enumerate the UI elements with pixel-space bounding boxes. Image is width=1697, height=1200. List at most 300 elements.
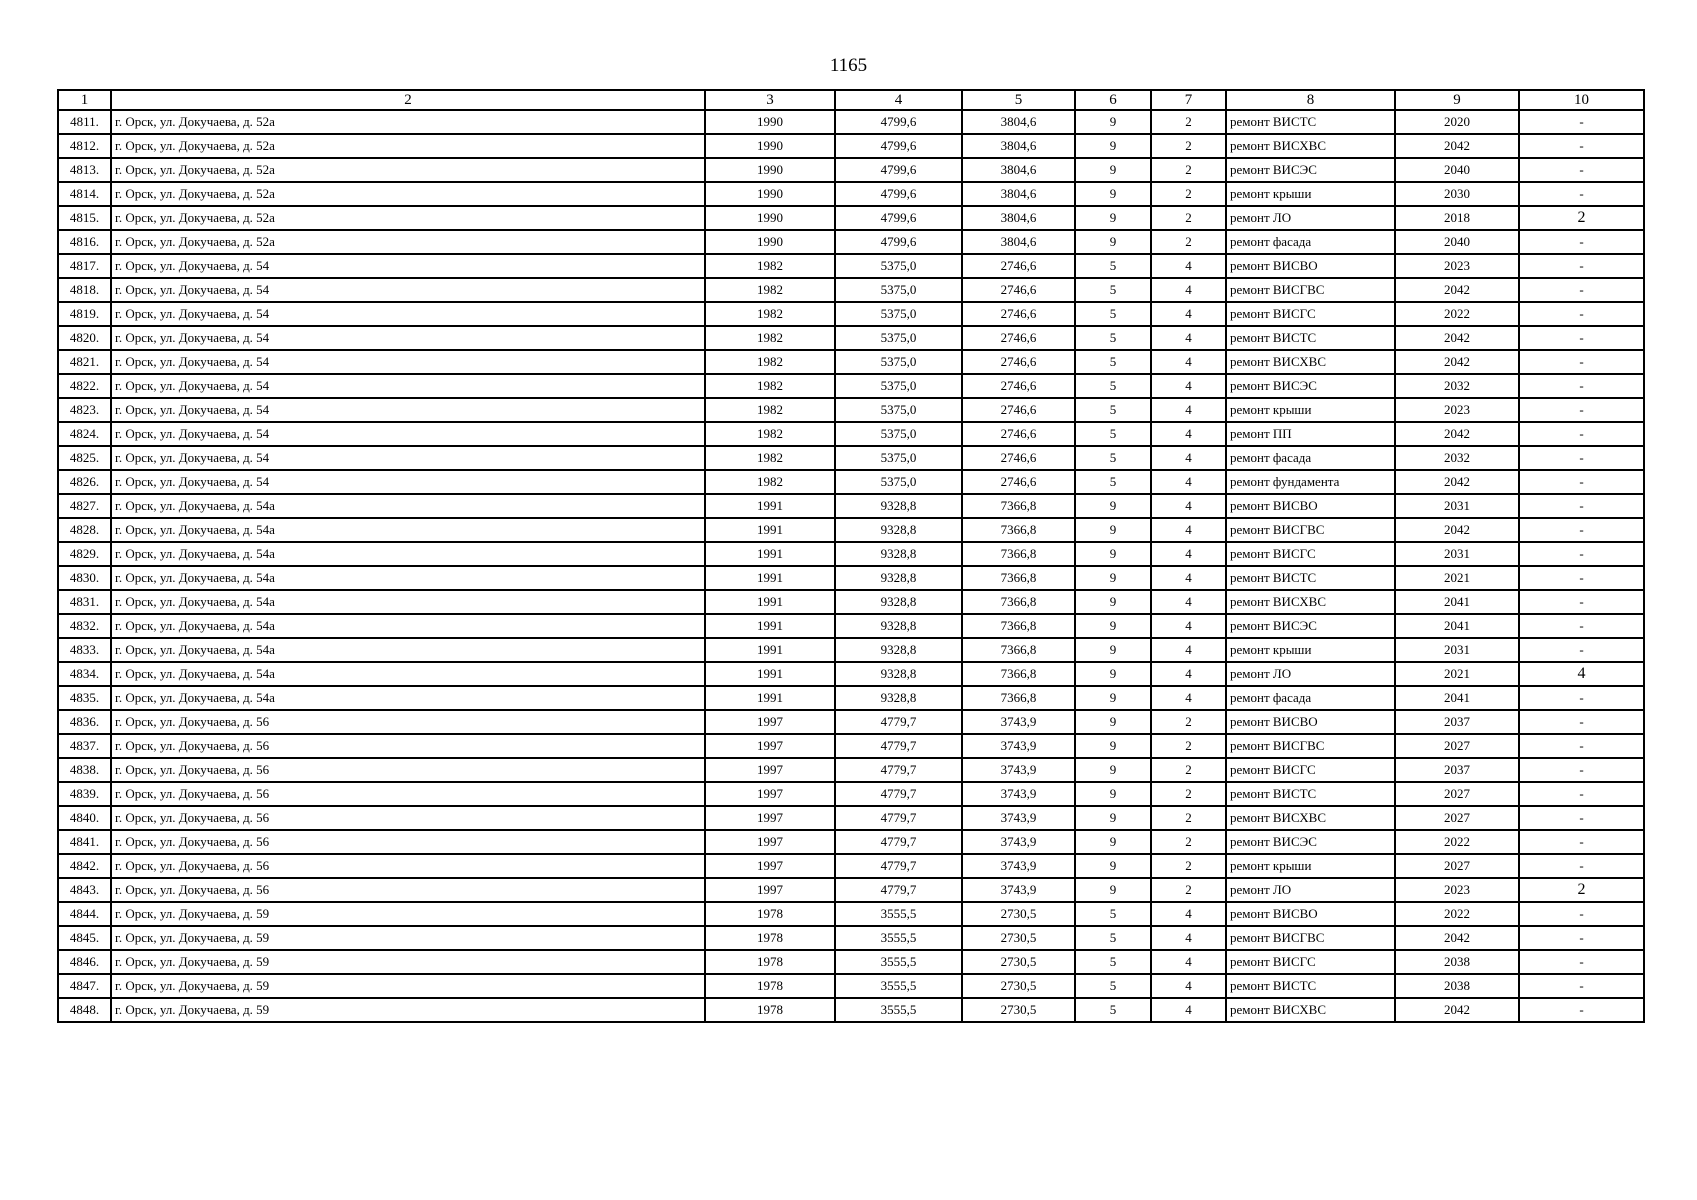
floors-cell: 9: [1075, 566, 1151, 590]
year-cell: 1982: [705, 422, 835, 446]
table-row: [58, 110, 1644, 134]
entrances-cell: 4: [1151, 638, 1226, 662]
floors-cell: 9: [1075, 518, 1151, 542]
living-area-cell: 2746,6: [962, 326, 1075, 350]
work-type-cell: ремонт крыши: [1226, 182, 1395, 206]
row-number-cell: 4818.: [58, 278, 111, 302]
total-area-cell: 9328,8: [835, 542, 962, 566]
floors-cell: 9: [1075, 782, 1151, 806]
floors-cell: 5: [1075, 902, 1151, 926]
living-area-cell: 7366,8: [962, 638, 1075, 662]
total-area-cell: 3555,5: [835, 902, 962, 926]
total-area-cell: 5375,0: [835, 470, 962, 494]
table-row: [58, 806, 1644, 830]
year-cell: 1991: [705, 590, 835, 614]
year-cell: 1990: [705, 182, 835, 206]
floors-cell: 9: [1075, 662, 1151, 686]
units-cell: -: [1519, 158, 1644, 182]
entrances-cell: 2: [1151, 806, 1226, 830]
total-area-cell: 9328,8: [835, 518, 962, 542]
living-area-cell: 7366,8: [962, 518, 1075, 542]
row-number-cell: 4820.: [58, 326, 111, 350]
year-cell: 1982: [705, 470, 835, 494]
total-area-cell: 5375,0: [835, 422, 962, 446]
total-area-cell: 9328,8: [835, 590, 962, 614]
living-area-cell: 3804,6: [962, 134, 1075, 158]
work-type-cell: ремонт ВИСГВС: [1226, 926, 1395, 950]
entrances-cell: 4: [1151, 494, 1226, 518]
units-cell: -: [1519, 782, 1644, 806]
total-area-cell: 4799,6: [835, 206, 962, 230]
units-cell: 2: [1519, 206, 1644, 230]
year-cell: 1978: [705, 926, 835, 950]
address-cell: г. Орск, ул. Докучаева, д. 56: [111, 710, 705, 734]
table-row: [58, 614, 1644, 638]
entrances-cell: 2: [1151, 878, 1226, 902]
plan-year-cell: 2042: [1395, 518, 1519, 542]
floors-cell: 9: [1075, 494, 1151, 518]
year-cell: 1997: [705, 734, 835, 758]
table-row: [58, 950, 1644, 974]
row-number-cell: 4838.: [58, 758, 111, 782]
total-area-cell: 4799,6: [835, 134, 962, 158]
address-cell: г. Орск, ул. Докучаева, д. 56: [111, 734, 705, 758]
plan-year-cell: 2040: [1395, 158, 1519, 182]
address-cell: г. Орск, ул. Докучаева, д. 56: [111, 830, 705, 854]
table-row: [58, 254, 1644, 278]
units-cell: -: [1519, 830, 1644, 854]
living-area-cell: 3743,9: [962, 878, 1075, 902]
total-area-cell: 5375,0: [835, 326, 962, 350]
living-area-cell: 7366,8: [962, 686, 1075, 710]
plan-year-cell: 2027: [1395, 734, 1519, 758]
living-area-cell: 2730,5: [962, 998, 1075, 1022]
plan-year-cell: 2022: [1395, 302, 1519, 326]
address-cell: г. Орск, ул. Докучаева, д. 56: [111, 854, 705, 878]
plan-year-cell: 2037: [1395, 758, 1519, 782]
work-type-cell: ремонт фасада: [1226, 686, 1395, 710]
entrances-cell: 4: [1151, 950, 1226, 974]
year-cell: 1982: [705, 398, 835, 422]
address-cell: г. Орск, ул. Докучаева, д. 59: [111, 950, 705, 974]
plan-year-cell: 2042: [1395, 134, 1519, 158]
table-row: [58, 878, 1644, 902]
work-type-cell: ремонт крыши: [1226, 398, 1395, 422]
address-cell: г. Орск, ул. Докучаева, д. 54: [111, 422, 705, 446]
units-cell: -: [1519, 134, 1644, 158]
table-row: [58, 566, 1644, 590]
living-area-cell: 3804,6: [962, 206, 1075, 230]
table-row: [58, 278, 1644, 302]
units-cell: -: [1519, 566, 1644, 590]
entrances-cell: 2: [1151, 134, 1226, 158]
table-row: [58, 494, 1644, 518]
total-area-cell: 3555,5: [835, 998, 962, 1022]
entrances-cell: 4: [1151, 278, 1226, 302]
year-cell: 1982: [705, 446, 835, 470]
work-type-cell: ремонт ЛО: [1226, 206, 1395, 230]
units-cell: 4: [1519, 662, 1644, 686]
total-area-cell: 5375,0: [835, 350, 962, 374]
total-area-cell: 4779,7: [835, 878, 962, 902]
living-area-cell: 7366,8: [962, 494, 1075, 518]
row-number-cell: 4814.: [58, 182, 111, 206]
living-area-cell: 3743,9: [962, 734, 1075, 758]
floors-cell: 5: [1075, 446, 1151, 470]
address-cell: г. Орск, ул. Докучаева, д. 54: [111, 470, 705, 494]
plan-year-cell: 2023: [1395, 398, 1519, 422]
address-cell: г. Орск, ул. Докучаева, д. 54а: [111, 518, 705, 542]
year-cell: 1990: [705, 110, 835, 134]
entrances-cell: 2: [1151, 710, 1226, 734]
floors-cell: 9: [1075, 158, 1151, 182]
header-cell: 7: [1151, 90, 1226, 110]
plan-year-cell: 2042: [1395, 998, 1519, 1022]
total-area-cell: 5375,0: [835, 374, 962, 398]
living-area-cell: 7366,8: [962, 614, 1075, 638]
row-number-cell: 4815.: [58, 206, 111, 230]
table-row: [58, 902, 1644, 926]
year-cell: 1982: [705, 326, 835, 350]
row-number-cell: 4828.: [58, 518, 111, 542]
living-area-cell: 3804,6: [962, 110, 1075, 134]
units-cell: -: [1519, 686, 1644, 710]
header-cell: 9: [1395, 90, 1519, 110]
table-row: [58, 158, 1644, 182]
units-cell: -: [1519, 590, 1644, 614]
floors-cell: 9: [1075, 110, 1151, 134]
work-type-cell: ремонт ВИСГС: [1226, 302, 1395, 326]
address-cell: г. Орск, ул. Докучаева, д. 54: [111, 374, 705, 398]
table-row: [58, 734, 1644, 758]
table-row: [58, 542, 1644, 566]
year-cell: 1991: [705, 686, 835, 710]
work-type-cell: ремонт ВИСХВС: [1226, 350, 1395, 374]
address-cell: г. Орск, ул. Докучаева, д. 54а: [111, 638, 705, 662]
entrances-cell: 4: [1151, 398, 1226, 422]
total-area-cell: 4779,7: [835, 734, 962, 758]
row-number-cell: 4825.: [58, 446, 111, 470]
table-row: [58, 470, 1644, 494]
work-type-cell: ремонт ВИСГВС: [1226, 278, 1395, 302]
floors-cell: 5: [1075, 302, 1151, 326]
address-cell: г. Орск, ул. Докучаева, д. 54а: [111, 566, 705, 590]
plan-year-cell: 2042: [1395, 350, 1519, 374]
units-cell: -: [1519, 110, 1644, 134]
year-cell: 1997: [705, 806, 835, 830]
row-number-cell: 4839.: [58, 782, 111, 806]
row-number-cell: 4822.: [58, 374, 111, 398]
entrances-cell: 2: [1151, 110, 1226, 134]
living-area-cell: 3743,9: [962, 758, 1075, 782]
total-area-cell: 9328,8: [835, 614, 962, 638]
work-type-cell: ремонт ЛО: [1226, 662, 1395, 686]
year-cell: 1991: [705, 614, 835, 638]
work-type-cell: ремонт ВИСХВС: [1226, 998, 1395, 1022]
units-cell: -: [1519, 806, 1644, 830]
living-area-cell: 2746,6: [962, 278, 1075, 302]
address-cell: г. Орск, ул. Докучаева, д. 52а: [111, 230, 705, 254]
table-row: [58, 854, 1644, 878]
header-cell: 10: [1519, 90, 1644, 110]
entrances-cell: 2: [1151, 734, 1226, 758]
entrances-cell: 4: [1151, 662, 1226, 686]
plan-year-cell: 2030: [1395, 182, 1519, 206]
row-number-cell: 4836.: [58, 710, 111, 734]
header-row: [58, 90, 1644, 110]
units-cell: -: [1519, 902, 1644, 926]
table-row: [58, 182, 1644, 206]
plan-year-cell: 2023: [1395, 878, 1519, 902]
address-cell: г. Орск, ул. Докучаева, д. 52а: [111, 134, 705, 158]
living-area-cell: 7366,8: [962, 662, 1075, 686]
plan-year-cell: 2031: [1395, 638, 1519, 662]
total-area-cell: 3555,5: [835, 926, 962, 950]
address-cell: г. Орск, ул. Докучаева, д. 54: [111, 446, 705, 470]
units-cell: -: [1519, 854, 1644, 878]
living-area-cell: 2730,5: [962, 902, 1075, 926]
table-row: [58, 758, 1644, 782]
year-cell: 1978: [705, 974, 835, 998]
floors-cell: 9: [1075, 590, 1151, 614]
year-cell: 1978: [705, 902, 835, 926]
plan-year-cell: 2031: [1395, 494, 1519, 518]
plan-year-cell: 2027: [1395, 854, 1519, 878]
entrances-cell: 4: [1151, 446, 1226, 470]
floors-cell: 5: [1075, 278, 1151, 302]
work-type-cell: ремонт ВИСТС: [1226, 782, 1395, 806]
entrances-cell: 2: [1151, 230, 1226, 254]
year-cell: 1991: [705, 566, 835, 590]
row-number-cell: 4831.: [58, 590, 111, 614]
entrances-cell: 4: [1151, 326, 1226, 350]
table-row: [58, 398, 1644, 422]
work-type-cell: ремонт ВИСЭС: [1226, 158, 1395, 182]
total-area-cell: 4799,6: [835, 158, 962, 182]
row-number-cell: 4824.: [58, 422, 111, 446]
living-area-cell: 2730,5: [962, 926, 1075, 950]
year-cell: 1990: [705, 230, 835, 254]
living-area-cell: 7366,8: [962, 590, 1075, 614]
address-cell: г. Орск, ул. Докучаева, д. 54а: [111, 590, 705, 614]
plan-year-cell: 2021: [1395, 566, 1519, 590]
work-type-cell: ремонт ВИСЭС: [1226, 830, 1395, 854]
total-area-cell: 4799,6: [835, 110, 962, 134]
work-type-cell: ремонт ВИСТС: [1226, 326, 1395, 350]
units-cell: -: [1519, 326, 1644, 350]
floors-cell: 9: [1075, 638, 1151, 662]
entrances-cell: 2: [1151, 782, 1226, 806]
address-cell: г. Орск, ул. Докучаева, д. 56: [111, 782, 705, 806]
table-row: [58, 422, 1644, 446]
floors-cell: 5: [1075, 350, 1151, 374]
living-area-cell: 3804,6: [962, 230, 1075, 254]
total-area-cell: 9328,8: [835, 686, 962, 710]
units-cell: -: [1519, 350, 1644, 374]
address-cell: г. Орск, ул. Докучаева, д. 59: [111, 902, 705, 926]
address-cell: г. Орск, ул. Докучаева, д. 59: [111, 998, 705, 1022]
living-area-cell: 3743,9: [962, 710, 1075, 734]
work-type-cell: ремонт ВИСЭС: [1226, 614, 1395, 638]
units-cell: -: [1519, 542, 1644, 566]
entrances-cell: 4: [1151, 686, 1226, 710]
units-cell: -: [1519, 710, 1644, 734]
year-cell: 1982: [705, 278, 835, 302]
living-area-cell: 2746,6: [962, 350, 1075, 374]
total-area-cell: 9328,8: [835, 566, 962, 590]
total-area-cell: 4779,7: [835, 830, 962, 854]
table-row: [58, 206, 1644, 230]
row-number-cell: 4829.: [58, 542, 111, 566]
year-cell: 1991: [705, 638, 835, 662]
total-area-cell: 9328,8: [835, 638, 962, 662]
entrances-cell: 4: [1151, 518, 1226, 542]
table-row: [58, 998, 1644, 1022]
work-type-cell: ремонт ВИСХВС: [1226, 134, 1395, 158]
floors-cell: 9: [1075, 830, 1151, 854]
floors-cell: 5: [1075, 326, 1151, 350]
year-cell: 1997: [705, 758, 835, 782]
units-cell: -: [1519, 374, 1644, 398]
row-number-cell: 4847.: [58, 974, 111, 998]
year-cell: 1982: [705, 302, 835, 326]
entrances-cell: 4: [1151, 614, 1226, 638]
plan-year-cell: 2041: [1395, 590, 1519, 614]
year-cell: 1990: [705, 206, 835, 230]
living-area-cell: 3743,9: [962, 854, 1075, 878]
work-type-cell: ремонт крыши: [1226, 638, 1395, 662]
total-area-cell: 5375,0: [835, 302, 962, 326]
table-row: [58, 590, 1644, 614]
living-area-cell: 3804,6: [962, 158, 1075, 182]
units-cell: 2: [1519, 878, 1644, 902]
address-cell: г. Орск, ул. Докучаева, д. 59: [111, 974, 705, 998]
year-cell: 1997: [705, 782, 835, 806]
address-cell: г. Орск, ул. Докучаева, д. 54: [111, 278, 705, 302]
row-number-cell: 4848.: [58, 998, 111, 1022]
plan-year-cell: 2027: [1395, 782, 1519, 806]
units-cell: -: [1519, 758, 1644, 782]
floors-cell: 5: [1075, 398, 1151, 422]
table-row: [58, 446, 1644, 470]
table-row: [58, 326, 1644, 350]
row-number-cell: 4813.: [58, 158, 111, 182]
work-type-cell: ремонт ВИСГС: [1226, 950, 1395, 974]
work-type-cell: ремонт ВИСГВС: [1226, 518, 1395, 542]
year-cell: 1997: [705, 854, 835, 878]
year-cell: 1982: [705, 374, 835, 398]
floors-cell: 5: [1075, 974, 1151, 998]
address-cell: г. Орск, ул. Докучаева, д. 54: [111, 350, 705, 374]
year-cell: 1990: [705, 158, 835, 182]
total-area-cell: 4799,6: [835, 230, 962, 254]
address-cell: г. Орск, ул. Докучаева, д. 52а: [111, 110, 705, 134]
plan-year-cell: 2032: [1395, 446, 1519, 470]
year-cell: 1997: [705, 830, 835, 854]
row-number-cell: 4816.: [58, 230, 111, 254]
repair-schedule-table: [57, 89, 1645, 1023]
entrances-cell: 2: [1151, 182, 1226, 206]
units-cell: -: [1519, 494, 1644, 518]
year-cell: 1991: [705, 518, 835, 542]
table-row: [58, 230, 1644, 254]
address-cell: г. Орск, ул. Докучаева, д. 54: [111, 254, 705, 278]
year-cell: 1990: [705, 134, 835, 158]
entrances-cell: 2: [1151, 854, 1226, 878]
total-area-cell: 5375,0: [835, 446, 962, 470]
work-type-cell: ремонт ВИСВО: [1226, 902, 1395, 926]
year-cell: 1978: [705, 950, 835, 974]
row-number-cell: 4846.: [58, 950, 111, 974]
units-cell: -: [1519, 422, 1644, 446]
living-area-cell: 3743,9: [962, 806, 1075, 830]
entrances-cell: 2: [1151, 158, 1226, 182]
work-type-cell: ремонт ВИСВО: [1226, 254, 1395, 278]
floors-cell: 9: [1075, 134, 1151, 158]
plan-year-cell: 2027: [1395, 806, 1519, 830]
floors-cell: 9: [1075, 710, 1151, 734]
floors-cell: 9: [1075, 614, 1151, 638]
living-area-cell: 3743,9: [962, 782, 1075, 806]
entrances-cell: 2: [1151, 830, 1226, 854]
entrances-cell: 4: [1151, 254, 1226, 278]
row-number-cell: 4817.: [58, 254, 111, 278]
address-cell: г. Орск, ул. Докучаева, д. 56: [111, 806, 705, 830]
floors-cell: 5: [1075, 422, 1151, 446]
plan-year-cell: 2020: [1395, 110, 1519, 134]
plan-year-cell: 2042: [1395, 926, 1519, 950]
address-cell: г. Орск, ул. Докучаева, д. 54а: [111, 662, 705, 686]
row-number-cell: 4840.: [58, 806, 111, 830]
floors-cell: 5: [1075, 926, 1151, 950]
year-cell: 1997: [705, 878, 835, 902]
floors-cell: 5: [1075, 374, 1151, 398]
plan-year-cell: 2042: [1395, 326, 1519, 350]
floors-cell: 9: [1075, 878, 1151, 902]
header-cell: 2: [111, 90, 705, 110]
year-cell: 1982: [705, 350, 835, 374]
living-area-cell: 7366,8: [962, 542, 1075, 566]
work-type-cell: ремонт фасада: [1226, 446, 1395, 470]
address-cell: г. Орск, ул. Докучаева, д. 54а: [111, 542, 705, 566]
plan-year-cell: 2031: [1395, 542, 1519, 566]
living-area-cell: 3743,9: [962, 830, 1075, 854]
total-area-cell: 5375,0: [835, 278, 962, 302]
plan-year-cell: 2022: [1395, 902, 1519, 926]
table-row: [58, 926, 1644, 950]
year-cell: 1997: [705, 710, 835, 734]
living-area-cell: 2746,6: [962, 470, 1075, 494]
address-cell: г. Орск, ул. Докучаева, д. 54а: [111, 686, 705, 710]
address-cell: г. Орск, ул. Докучаева, д. 54: [111, 326, 705, 350]
table-row: [58, 710, 1644, 734]
work-type-cell: ремонт ВИСГВС: [1226, 734, 1395, 758]
row-number-cell: 4827.: [58, 494, 111, 518]
table-row: [58, 134, 1644, 158]
units-cell: -: [1519, 470, 1644, 494]
plan-year-cell: 2023: [1395, 254, 1519, 278]
address-cell: г. Орск, ул. Докучаева, д. 54а: [111, 494, 705, 518]
total-area-cell: 4779,7: [835, 854, 962, 878]
living-area-cell: 2730,5: [962, 974, 1075, 998]
units-cell: -: [1519, 638, 1644, 662]
header-cell: 4: [835, 90, 962, 110]
row-number-cell: 4832.: [58, 614, 111, 638]
address-cell: г. Орск, ул. Докучаева, д. 56: [111, 758, 705, 782]
work-type-cell: ремонт ВИСГС: [1226, 542, 1395, 566]
total-area-cell: 9328,8: [835, 494, 962, 518]
entrances-cell: 4: [1151, 422, 1226, 446]
